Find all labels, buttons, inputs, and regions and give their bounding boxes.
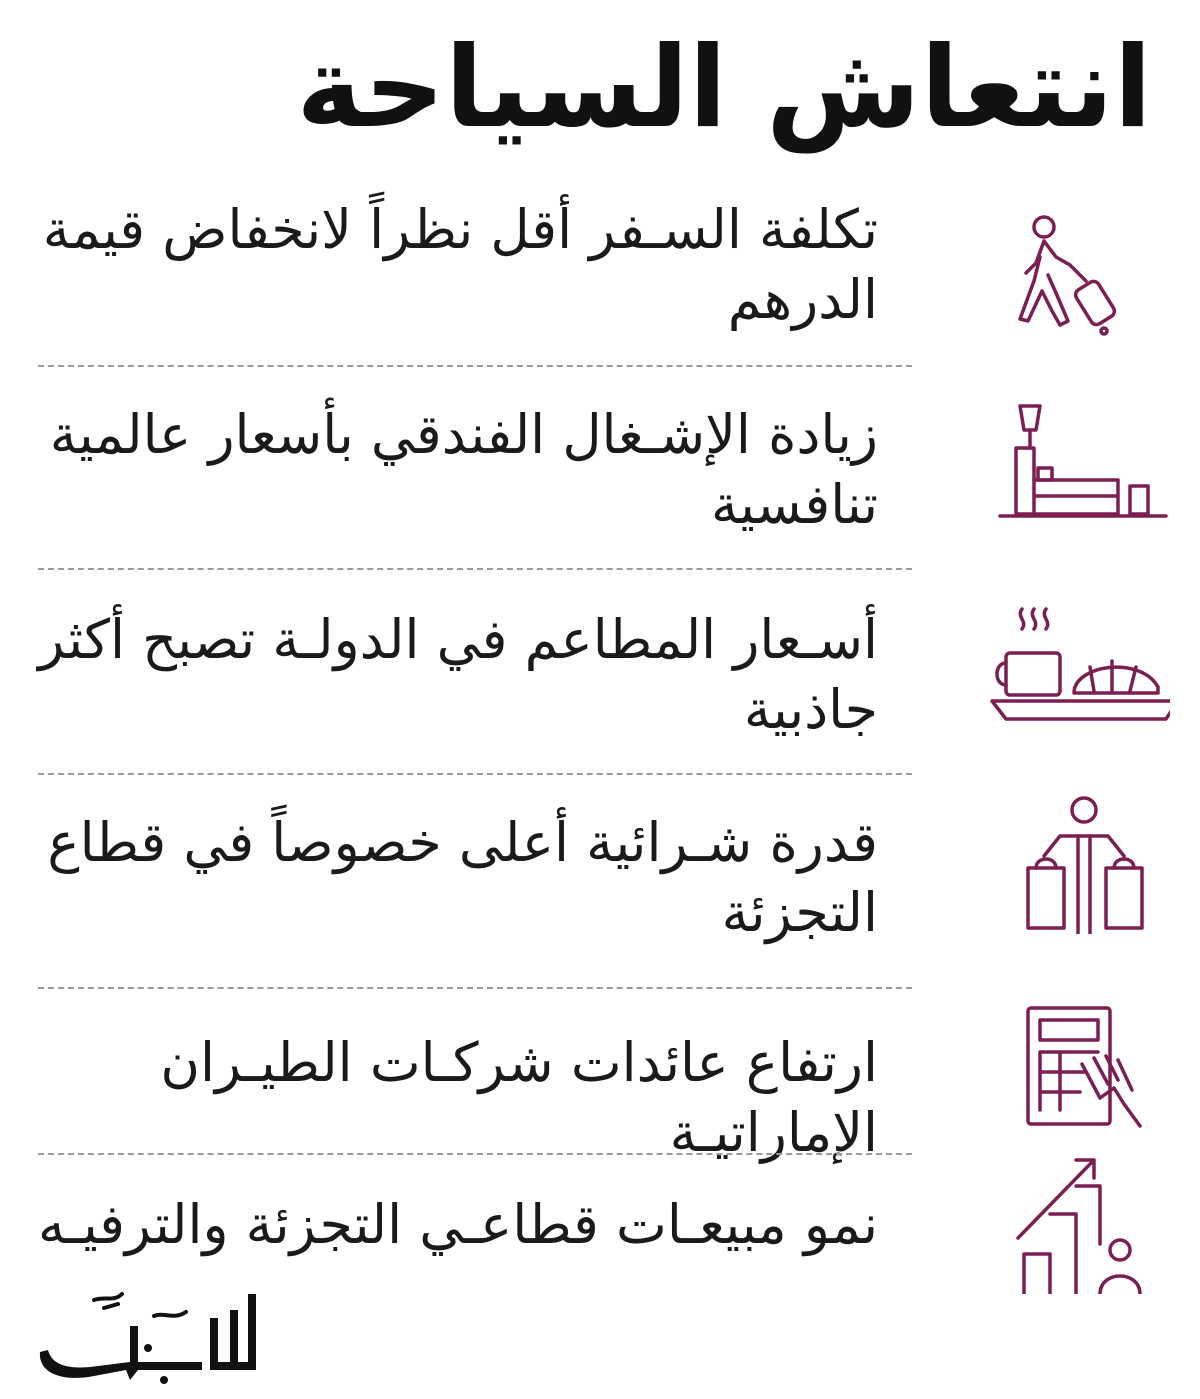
item-text: تكلفة السـفر أقل نظراً لانخفاض قيمة الدرهم [42, 198, 878, 331]
sales-growth-icon [990, 1154, 1170, 1294]
shopper-with-bags-icon [990, 794, 1170, 934]
divider [38, 1153, 912, 1155]
divider [38, 773, 912, 775]
list-item-purchasing-power [30, 808, 1170, 958]
list-item-hotel-occupancy [30, 400, 1170, 550]
list-item-sales-growth [30, 1190, 1170, 1270]
item-text: زيادة الإشـغال الفندقي بأسعار عالمية تنافسية [49, 403, 878, 536]
touch-screen-booking-icon [990, 998, 1170, 1138]
item-text: أسـعار المطاعم في الدولـة تصبح أكثر جاذبية [38, 608, 878, 741]
divider [38, 365, 912, 367]
list-item-travel-cost [30, 195, 1170, 345]
divider [38, 987, 912, 989]
albayan-logo [34, 1286, 284, 1386]
item-text: نمو مبيعـات قطاعـي التجزئة والترفيـه [38, 1193, 878, 1256]
list-item-airline-revenue [30, 1028, 1170, 1164]
hotel-bed-icon [990, 400, 1170, 540]
list-item-restaurant-prices [30, 605, 1170, 755]
divider [38, 568, 912, 570]
page-title: انتعاش السياحة [296, 23, 1152, 153]
food-tray-icon [990, 605, 1170, 745]
item-text: ارتفاع عائدات شركـات الطيـران الإماراتيـة [160, 1031, 878, 1164]
item-text: قدرة شـرائية أعلى خصوصاً في قطاع التجزئة [47, 811, 878, 944]
traveler-with-luggage-icon [990, 201, 1170, 341]
